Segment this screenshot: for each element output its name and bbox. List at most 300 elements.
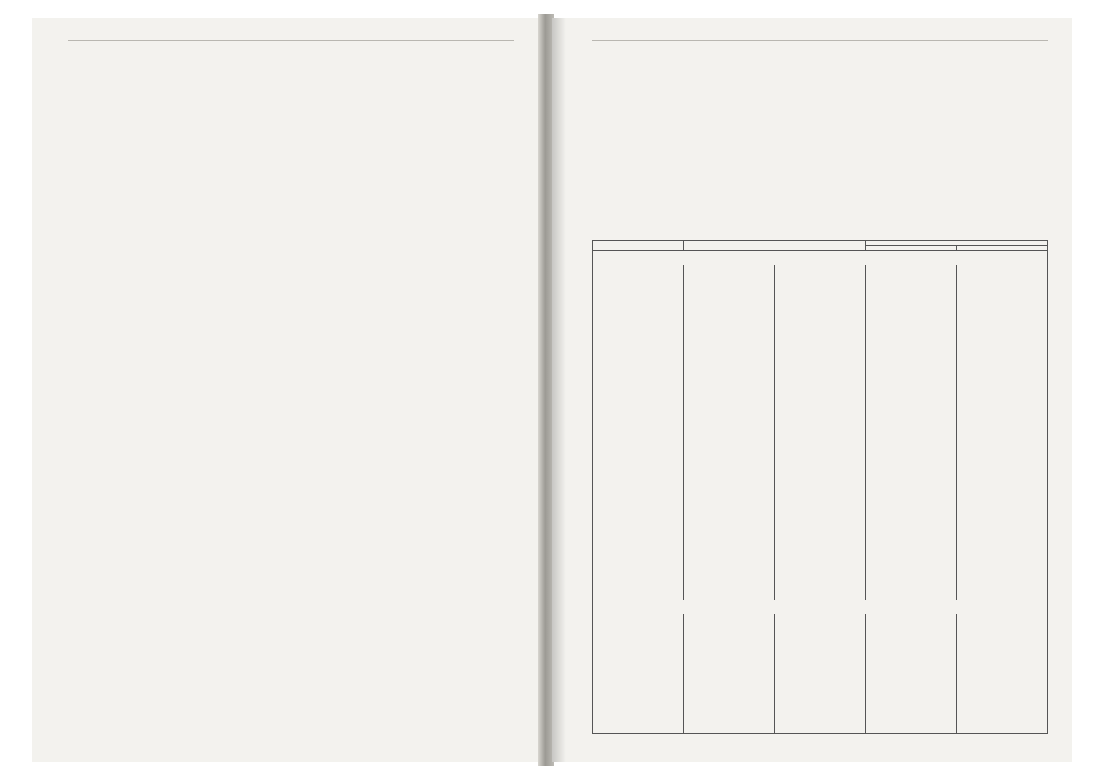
- unit-cell: [775, 701, 866, 712]
- kop-cell: [957, 352, 1048, 363]
- unit-cell: [775, 265, 866, 276]
- table-row: [593, 701, 1048, 712]
- paragraph-line: [68, 273, 514, 284]
- quantity-cell: [684, 668, 775, 679]
- rub-cell: [866, 330, 957, 341]
- group-header-row: [593, 251, 1048, 266]
- rub-cell: [866, 690, 957, 701]
- unit-cell: [775, 330, 866, 341]
- unit-cell: [775, 625, 866, 636]
- unit-cell: [775, 471, 866, 482]
- rub-cell: [866, 525, 957, 536]
- rub-cell: [866, 276, 957, 287]
- unit-cell: [775, 341, 866, 352]
- quantity-cell: [684, 679, 775, 690]
- rub-cell: [866, 287, 957, 298]
- quantity-cell: [684, 460, 775, 471]
- kop-cell: [957, 373, 1048, 384]
- rub-cell: [866, 668, 957, 679]
- medicine-name: [593, 514, 684, 525]
- kop-cell: [957, 319, 1048, 330]
- table-row: [593, 711, 1048, 722]
- paragraph-line: [68, 569, 514, 580]
- paragraph-line: [592, 125, 1048, 136]
- rub-cell: [866, 352, 957, 363]
- rub-cell: [866, 265, 957, 276]
- paragraph-line: [68, 603, 514, 614]
- quantity-cell: [684, 722, 775, 733]
- rub-cell: [866, 557, 957, 568]
- unit-cell: [775, 614, 866, 625]
- paragraph-line: [68, 375, 514, 386]
- paragraph-line: [592, 68, 1048, 79]
- quantity-cell: [684, 427, 775, 438]
- paragraph-line: [592, 170, 1048, 181]
- kop-cell: [957, 657, 1048, 668]
- rub-cell: [866, 309, 957, 320]
- header-quantity: [684, 241, 866, 251]
- paragraph-line: [68, 626, 514, 637]
- quantity-cell: [684, 503, 775, 514]
- kop-cell: [957, 514, 1048, 525]
- rub-cell: [866, 319, 957, 330]
- unit-cell: [775, 589, 866, 600]
- unit-cell: [775, 309, 866, 320]
- quantity-cell: [684, 589, 775, 600]
- rub-cell: [866, 636, 957, 647]
- medicine-name: [593, 546, 684, 557]
- paragraph-line: [68, 91, 514, 102]
- unit-cell: [775, 363, 866, 374]
- quantity-cell: [684, 363, 775, 374]
- paragraph-line: [68, 558, 514, 569]
- paragraph-line: [68, 296, 514, 307]
- paragraph-line: [68, 728, 514, 739]
- unit-cell: [775, 636, 866, 647]
- kop-cell: [957, 722, 1048, 733]
- paragraph-line: [68, 136, 514, 147]
- medicine-name: [593, 636, 684, 647]
- group-title: [593, 600, 1048, 614]
- medicine-name: [593, 503, 684, 514]
- table-row: [593, 438, 1048, 449]
- rub-cell: [866, 546, 957, 557]
- quantity-cell: [684, 701, 775, 712]
- medicine-name: [593, 722, 684, 733]
- medicine-name: [593, 625, 684, 636]
- quantity-cell: [684, 546, 775, 557]
- unit-cell: [775, 546, 866, 557]
- unit-cell: [775, 406, 866, 417]
- table-row: [593, 309, 1048, 320]
- paragraph-line: [68, 455, 514, 466]
- table-row: [593, 722, 1048, 733]
- rub-cell: [866, 481, 957, 492]
- kop-cell: [957, 525, 1048, 536]
- paragraph-line: [68, 432, 514, 443]
- table-row: [593, 492, 1048, 503]
- paragraph-line: [68, 706, 514, 717]
- paragraph-line: [68, 148, 514, 159]
- medicine-name: [593, 395, 684, 406]
- kop-cell: [957, 668, 1048, 679]
- kop-cell: [957, 276, 1048, 287]
- paragraph-line: [68, 307, 514, 318]
- quantity-cell: [684, 471, 775, 482]
- rub-cell: [866, 438, 957, 449]
- paragraph-line: [68, 170, 514, 181]
- medicine-name: [593, 384, 684, 395]
- header-name: [593, 241, 684, 251]
- paragraph-line: [68, 341, 514, 352]
- quantity-cell: [684, 330, 775, 341]
- unit-cell: [775, 460, 866, 471]
- paragraph-line: [68, 113, 514, 124]
- paragraph-line: [68, 159, 514, 170]
- paragraph-line: [68, 501, 514, 512]
- medicine-name: [593, 438, 684, 449]
- medicine-name: [593, 711, 684, 722]
- paragraph-line: [592, 56, 1048, 67]
- table-row: [593, 406, 1048, 417]
- medicine-name: [593, 471, 684, 482]
- rub-cell: [866, 568, 957, 579]
- paragraph-line: [592, 91, 1048, 102]
- paragraph-line: [68, 68, 514, 79]
- table-row: [593, 546, 1048, 557]
- quantity-cell: [684, 287, 775, 298]
- table-row: [593, 514, 1048, 525]
- kop-cell: [957, 568, 1048, 579]
- rub-cell: [866, 406, 957, 417]
- paragraph-line: [68, 615, 514, 626]
- rub-cell: [866, 614, 957, 625]
- paragraph-line: [68, 683, 514, 694]
- quantity-cell: [684, 438, 775, 449]
- table-row: [593, 341, 1048, 352]
- unit-cell: [775, 690, 866, 701]
- rub-cell: [866, 492, 957, 503]
- paragraph-line: [68, 227, 514, 238]
- kop-cell: [957, 449, 1048, 460]
- quantity-cell: [684, 514, 775, 525]
- paragraph-line: [592, 45, 1048, 56]
- unit-cell: [775, 647, 866, 658]
- kop-cell: [957, 330, 1048, 341]
- paragraph-line: [68, 535, 514, 546]
- kop-cell: [957, 535, 1048, 546]
- paragraph-line: [68, 56, 514, 67]
- quantity-cell: [684, 265, 775, 276]
- table-row: [593, 460, 1048, 471]
- kop-cell: [957, 427, 1048, 438]
- table-row: [593, 395, 1048, 406]
- rub-cell: [866, 427, 957, 438]
- rub-cell: [866, 711, 957, 722]
- table-row: [593, 535, 1048, 546]
- table-row: [593, 481, 1048, 492]
- medicine-table: [592, 240, 1048, 733]
- paragraph-line: [68, 193, 514, 204]
- unit-cell: [775, 373, 866, 384]
- paragraph-line: [68, 512, 514, 523]
- quantity-cell: [684, 492, 775, 503]
- rub-cell: [866, 701, 957, 712]
- medicine-name: [593, 568, 684, 579]
- kop-cell: [957, 546, 1048, 557]
- quantity-cell: [684, 276, 775, 287]
- kop-cell: [957, 679, 1048, 690]
- kop-cell: [957, 384, 1048, 395]
- table-row: [593, 679, 1048, 690]
- paragraph-line: [68, 250, 514, 261]
- quantity-cell: [684, 636, 775, 647]
- quantity-cell: [684, 449, 775, 460]
- rub-cell: [866, 679, 957, 690]
- paragraph-line: [68, 592, 514, 603]
- paragraph-line: [68, 478, 514, 489]
- medicine-name: [593, 614, 684, 625]
- rub-cell: [866, 514, 957, 525]
- table-row: [593, 657, 1048, 668]
- paragraph-line: [68, 660, 514, 671]
- kop-cell: [957, 614, 1048, 625]
- kop-cell: [957, 460, 1048, 471]
- unit-cell: [775, 298, 866, 309]
- medicine-name: [593, 373, 684, 384]
- medicine-name: [593, 657, 684, 668]
- kop-cell: [957, 363, 1048, 374]
- paragraph-line: [68, 671, 514, 682]
- paragraph-line: [68, 489, 514, 500]
- left-body-text: [68, 45, 514, 740]
- left-running-head: [68, 24, 514, 41]
- medicine-name: [593, 449, 684, 460]
- quantity-cell: [684, 614, 775, 625]
- kop-cell: [957, 309, 1048, 320]
- unit-cell: [775, 503, 866, 514]
- quantity-cell: [684, 657, 775, 668]
- paragraph-line: [68, 546, 514, 557]
- quantity-cell: [684, 481, 775, 492]
- quantity-cell: [684, 395, 775, 406]
- kop-cell: [957, 395, 1048, 406]
- unit-cell: [775, 525, 866, 536]
- unit-cell: [775, 568, 866, 579]
- table-row: [593, 276, 1048, 287]
- paragraph-line: [68, 421, 514, 432]
- table-row: [593, 373, 1048, 384]
- quantity-cell: [684, 319, 775, 330]
- unit-cell: [775, 535, 866, 546]
- unit-cell: [775, 287, 866, 298]
- medicine-name: [593, 481, 684, 492]
- paragraph-line: [68, 261, 514, 272]
- quantity-cell: [684, 535, 775, 546]
- medicine-name: [593, 557, 684, 568]
- medicine-name: [593, 341, 684, 352]
- unit-cell: [775, 395, 866, 406]
- medicine-name: [593, 417, 684, 428]
- table-row: [593, 352, 1048, 363]
- paragraph-line: [68, 239, 514, 250]
- paragraph-line: [68, 284, 514, 295]
- unit-cell: [775, 711, 866, 722]
- quantity-cell: [684, 557, 775, 568]
- paragraph-line: [68, 410, 514, 421]
- paragraph-line: [68, 580, 514, 591]
- kop-cell: [957, 438, 1048, 449]
- table-row: [593, 471, 1048, 482]
- unit-cell: [775, 384, 866, 395]
- medicine-name: [593, 352, 684, 363]
- section-title: [592, 216, 1048, 232]
- kop-cell: [957, 492, 1048, 503]
- rub-cell: [866, 647, 957, 658]
- unit-cell: [775, 657, 866, 668]
- medicine-name: [593, 276, 684, 287]
- unit-cell: [775, 449, 866, 460]
- kop-cell: [957, 417, 1048, 428]
- quantity-cell: [684, 711, 775, 722]
- table-row: [593, 384, 1048, 395]
- paragraph-line: [68, 79, 514, 90]
- quantity-cell: [684, 352, 775, 363]
- medicine-name: [593, 492, 684, 503]
- kop-cell: [957, 341, 1048, 352]
- unit-cell: [775, 514, 866, 525]
- medicine-name: [593, 525, 684, 536]
- rub-cell: [866, 579, 957, 590]
- rub-cell: [866, 373, 957, 384]
- table-row: [593, 557, 1048, 568]
- paragraph-line: [68, 444, 514, 455]
- table-row: [593, 265, 1048, 276]
- paragraph-line: [68, 125, 514, 136]
- medicine-name: [593, 535, 684, 546]
- table-body: [593, 251, 1048, 733]
- right-footer: [40, 760, 1076, 770]
- paragraph-line: [592, 148, 1048, 159]
- kop-cell: [957, 265, 1048, 276]
- table-row: [593, 636, 1048, 647]
- kop-cell: [957, 711, 1048, 722]
- unit-cell: [775, 722, 866, 733]
- paragraph-line: [592, 79, 1048, 90]
- paragraph-line: [68, 204, 514, 215]
- table-row: [593, 287, 1048, 298]
- left-page: [32, 18, 540, 762]
- paragraph-line: [68, 694, 514, 705]
- table-row: [593, 363, 1048, 374]
- table-row: [593, 647, 1048, 658]
- medicine-name: [593, 309, 684, 320]
- rub-cell: [866, 460, 957, 471]
- quantity-cell: [684, 373, 775, 384]
- group-header-row: [593, 600, 1048, 614]
- kop-cell: [957, 557, 1048, 568]
- kop-cell: [957, 690, 1048, 701]
- medicine-name: [593, 460, 684, 471]
- paragraph-line: [68, 649, 514, 660]
- quantity-cell: [684, 384, 775, 395]
- rub-cell: [866, 503, 957, 514]
- paragraph-line: [68, 637, 514, 648]
- rub-cell: [866, 341, 957, 352]
- unit-cell: [775, 557, 866, 568]
- unit-cell: [775, 427, 866, 438]
- rub-cell: [866, 722, 957, 733]
- medicine-name: [593, 330, 684, 341]
- kop-cell: [957, 701, 1048, 712]
- medicine-name: [593, 298, 684, 309]
- paragraph-line: [68, 717, 514, 728]
- rub-cell: [866, 395, 957, 406]
- rub-cell: [866, 298, 957, 309]
- kop-cell: [957, 647, 1048, 658]
- right-body-text: [592, 45, 1048, 204]
- table-row: [593, 417, 1048, 428]
- unit-cell: [775, 668, 866, 679]
- table-row: [593, 668, 1048, 679]
- group-title: [593, 251, 1048, 266]
- right-page: [552, 18, 1072, 762]
- paragraph-line: [592, 182, 1048, 193]
- paragraph-line: [68, 330, 514, 341]
- medicine-name: [593, 701, 684, 712]
- table-row: [593, 449, 1048, 460]
- unit-cell: [775, 276, 866, 287]
- table-row: [593, 614, 1048, 625]
- paragraph-line: [68, 398, 514, 409]
- quantity-cell: [684, 298, 775, 309]
- unit-cell: [775, 492, 866, 503]
- table-row: [593, 330, 1048, 341]
- medicine-name: [593, 319, 684, 330]
- paragraph-line: [68, 102, 514, 113]
- rub-cell: [866, 657, 957, 668]
- unit-cell: [775, 438, 866, 449]
- table-row: [593, 525, 1048, 536]
- unit-cell: [775, 481, 866, 492]
- quantity-cell: [684, 647, 775, 658]
- quantity-cell: [684, 417, 775, 428]
- medicine-name: [593, 668, 684, 679]
- kop-cell: [957, 579, 1048, 590]
- paragraph-line: [592, 113, 1048, 124]
- paragraph-line: [68, 45, 514, 56]
- table-row: [593, 690, 1048, 701]
- unit-cell: [775, 417, 866, 428]
- medicine-name: [593, 427, 684, 438]
- kop-cell: [957, 406, 1048, 417]
- rub-cell: [866, 449, 957, 460]
- kop-cell: [957, 503, 1048, 514]
- paragraph-line: [592, 136, 1048, 147]
- paragraph-line: [68, 523, 514, 534]
- rub-cell: [866, 589, 957, 600]
- kop-cell: [957, 471, 1048, 482]
- kop-cell: [957, 589, 1048, 600]
- kop-cell: [957, 287, 1048, 298]
- quantity-cell: [684, 690, 775, 701]
- paragraph-line: [68, 318, 514, 329]
- medicine-name: [593, 287, 684, 298]
- paragraph-line: [592, 159, 1048, 170]
- table-row: [593, 503, 1048, 514]
- medicine-name: [593, 265, 684, 276]
- quantity-cell: [684, 309, 775, 320]
